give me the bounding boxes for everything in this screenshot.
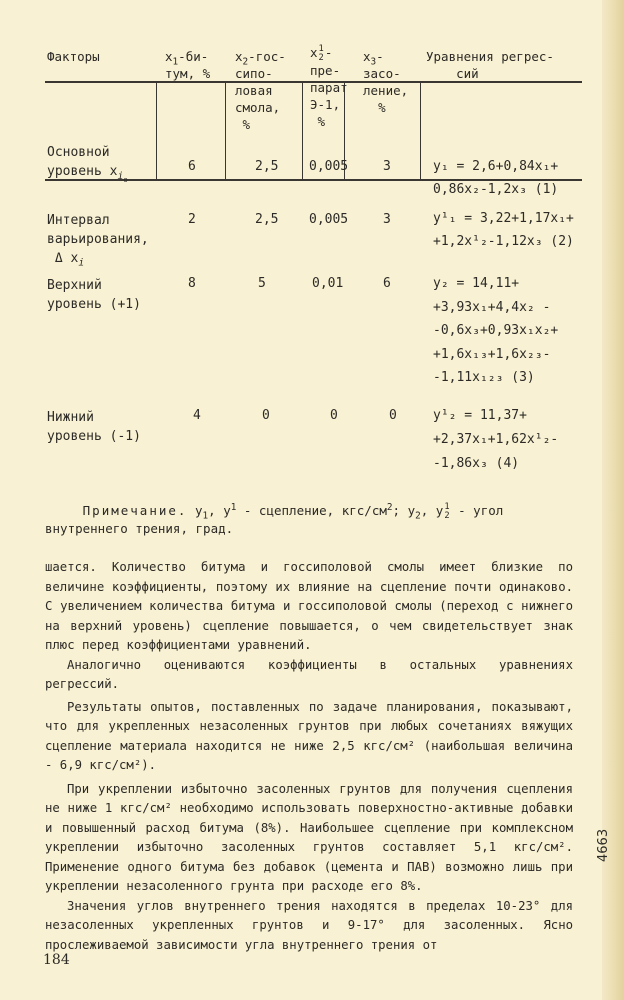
column-divider — [420, 83, 421, 180]
cell-x3: 6 — [383, 276, 391, 291]
archive-stamp-number: 4663 — [596, 828, 611, 862]
body-paragraphs — [45, 558, 573, 955]
cell-x1: 8 — [188, 276, 196, 291]
cell-x2: 0 — [262, 408, 270, 423]
cell-x2: 2,5 — [255, 159, 279, 174]
column-divider — [225, 83, 226, 180]
equation-2: y¹₁ = 3,22+1,17x₁+ +1,2x¹₂-1,12x₃ (2) — [433, 211, 574, 249]
paragraph: Аналогично оцениваются коэффициенты в остальных уравнениях регрессий. — [45, 657, 573, 691]
header-equations: Уравнения регрес- сий — [426, 49, 554, 81]
note-label: Примечание. — [82, 503, 188, 518]
paragraph: При укреплении избыточно засоленных грунтов для получения сцепления не ниже 1 кгс/см² необходимо использовать поверхностно-активные добавки и повышенный расход битума (8%). Наибольшее сцепление при комплексном укреплении избыточно засоленных грунтов составляет 5,1 кгс/см². Применение одного битума без добавок (цемента и ПАВ) возможно лишь при укреплении незасоленного грунта при расходе его 8%. — [45, 781, 573, 893]
column-divider — [302, 83, 303, 180]
header-x2: $x_2-гос-$ сипо- ловая смола, % — [235, 49, 286, 132]
cell-x3: 3 — [383, 159, 391, 174]
column-divider — [156, 83, 157, 180]
cell-x1: 4 — [193, 408, 201, 423]
cell-x1: 6 — [188, 159, 196, 174]
cell-x2-prime: 0,01 — [312, 276, 344, 291]
page-number: 184 — [43, 952, 70, 968]
cell-x2-prime: 0,005 — [309, 159, 349, 174]
header-factors: Факторы — [47, 49, 100, 64]
cell-x2: 5 — [258, 276, 266, 291]
header-x3: $x_3-$ засо- ление, % — [363, 49, 409, 115]
row-label-lower-level: Нижний уровень (-1) — [47, 410, 141, 444]
paragraph: Значения углов внутреннего трения находятся в пределах 10-23° для незасоленных укрепленных грунтов и 9-17° для засоленных. Ясно прослеживаемой зависимости угла внутреннего трения от — [45, 898, 573, 952]
cell-x1: 2 — [188, 212, 196, 227]
row-label-base-level: Основной уровень $x_{i_o}$ — [47, 145, 128, 184]
header-x1: $x_1-би-$ тум, % — [165, 49, 211, 81]
paragraph: Результаты опытов, поставленных по задаче планирования, показывают, что для укрепленных незасоленных грунтов при любых сочетаниях вяжущих сцепление материала находится не ниже 2,5 кгс/см² (наибольшая величина - 6,9 кгс/см²). — [45, 699, 573, 772]
header-x2-prime: x 1 2 - пре- парат Э-1, % — [310, 44, 348, 129]
table-note: Примечание. $y_1$, $y^1$ - сцепление, кгс/$см^2$; $y_2$, y 1 2 - угол внутреннего трения, град. — [45, 501, 504, 536]
equation-4: y¹₂ = 11,37+ +2,37x₁+1,62x¹₂- -1,86x₃ (4) — [433, 408, 559, 471]
paragraph: шается. Количество битума и госсиполовой смолы имеет близкие по величине коэффициенты, поэтому их влияние на сцепление почти одинаково. С увеличением количества битума и госсиполовой смолы (переход с нижнего на верхний уровень) сцепление повышается, о чем свидетельствует знак плюс перед коэффициентами уравнений. — [45, 560, 573, 652]
equation-1: y₁ = 2,6+0,84x₁+ 0,86x₂-1,2x₃ (1) — [433, 159, 559, 197]
cell-x2: 2,5 — [255, 212, 279, 227]
row-label-upper-level: Верхний уровень (+1) — [47, 278, 141, 312]
equation-3: y₂ = 14,11+ +3,93x₁+4,4x₂ - -0,6x₃+0,93x₁x₂+ +1,6x₁₃+1,6x₂₃- -1,11x₁₂₃ (3) — [433, 276, 559, 385]
cell-x2-prime: 0 — [330, 408, 338, 423]
cell-x2-prime: 0,005 — [309, 212, 349, 227]
cell-x3: 0 — [389, 408, 397, 423]
cell-x3: 3 — [383, 212, 391, 227]
row-label-interval: Интервал варьирования, Δ $x_i$ — [47, 213, 149, 269]
